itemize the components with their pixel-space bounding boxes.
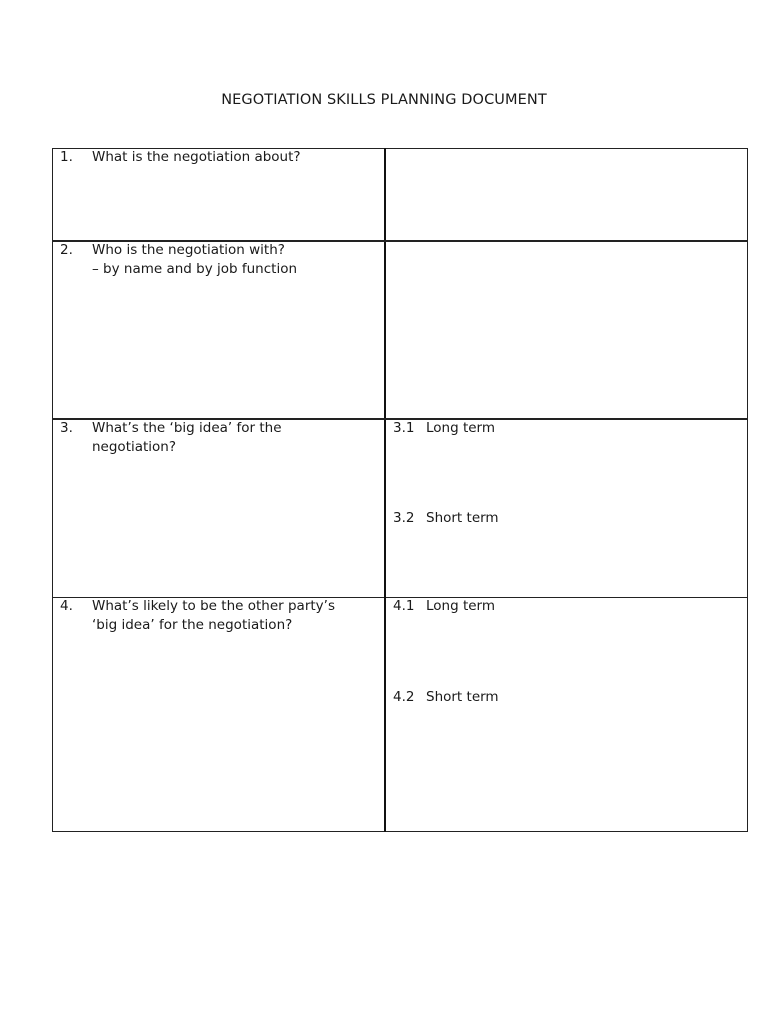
answer-number: 3.2 <box>393 509 415 526</box>
question-text-line: What is the negotiation about? <box>92 149 301 165</box>
question-cell-3 <box>53 419 386 598</box>
answer-number: 4.2 <box>393 688 415 705</box>
answer-cell-3[interactable] <box>385 419 748 598</box>
answer-space <box>386 438 747 510</box>
question-cell-1 <box>53 149 386 242</box>
answer-label-4-1 <box>386 597 747 616</box>
answer-space <box>386 616 747 689</box>
question-2 <box>53 241 384 278</box>
question-text-line: Who is the negotiation with? <box>92 242 285 258</box>
question-text <box>92 148 384 167</box>
question-cell-2 <box>53 241 386 419</box>
answer-label-text: Long term <box>426 598 496 614</box>
answer-cell-2[interactable] <box>385 241 748 419</box>
question-text-line: – by name and by job function <box>92 260 298 277</box>
question-number: 3. <box>60 420 73 436</box>
planning-table <box>52 148 748 832</box>
answer-cell-1[interactable] <box>385 149 748 242</box>
question-text <box>92 419 384 456</box>
table-row-question-1 <box>53 149 748 242</box>
question-1 <box>53 148 384 167</box>
question-text-line: What’s likely to be the other party’s <box>92 598 335 614</box>
document-title: NEGOTIATION SKILLS PLANNING DOCUMENT <box>221 92 547 108</box>
answer-label-3-2 <box>386 509 747 528</box>
answer-label-text: Short term <box>426 509 499 526</box>
table-row-question-3 <box>53 419 748 598</box>
answer-label-3-1 <box>386 419 747 438</box>
question-text-line: ‘big idea’ for the negotiation? <box>92 616 293 633</box>
answer-label-4-2 <box>386 688 747 707</box>
answer-number: 3.1 <box>393 420 415 436</box>
question-3 <box>53 419 384 456</box>
question-text <box>92 241 384 278</box>
question-text <box>92 597 384 634</box>
question-text-line: What’s the ‘big idea’ for the <box>92 420 282 436</box>
answer-cell-4[interactable] <box>385 598 748 832</box>
question-number: 4. <box>60 598 73 614</box>
question-4 <box>53 597 384 634</box>
answer-number: 4.1 <box>393 598 415 614</box>
answer-label-text: Long term <box>426 420 496 436</box>
table-row-question-4 <box>53 598 748 832</box>
question-cell-4 <box>53 598 386 832</box>
question-text-line: negotiation? <box>92 438 177 455</box>
question-number: 1. <box>60 149 73 165</box>
question-number: 2. <box>60 242 73 258</box>
table-row-question-2 <box>53 241 748 419</box>
answer-label-text: Short term <box>426 688 499 705</box>
